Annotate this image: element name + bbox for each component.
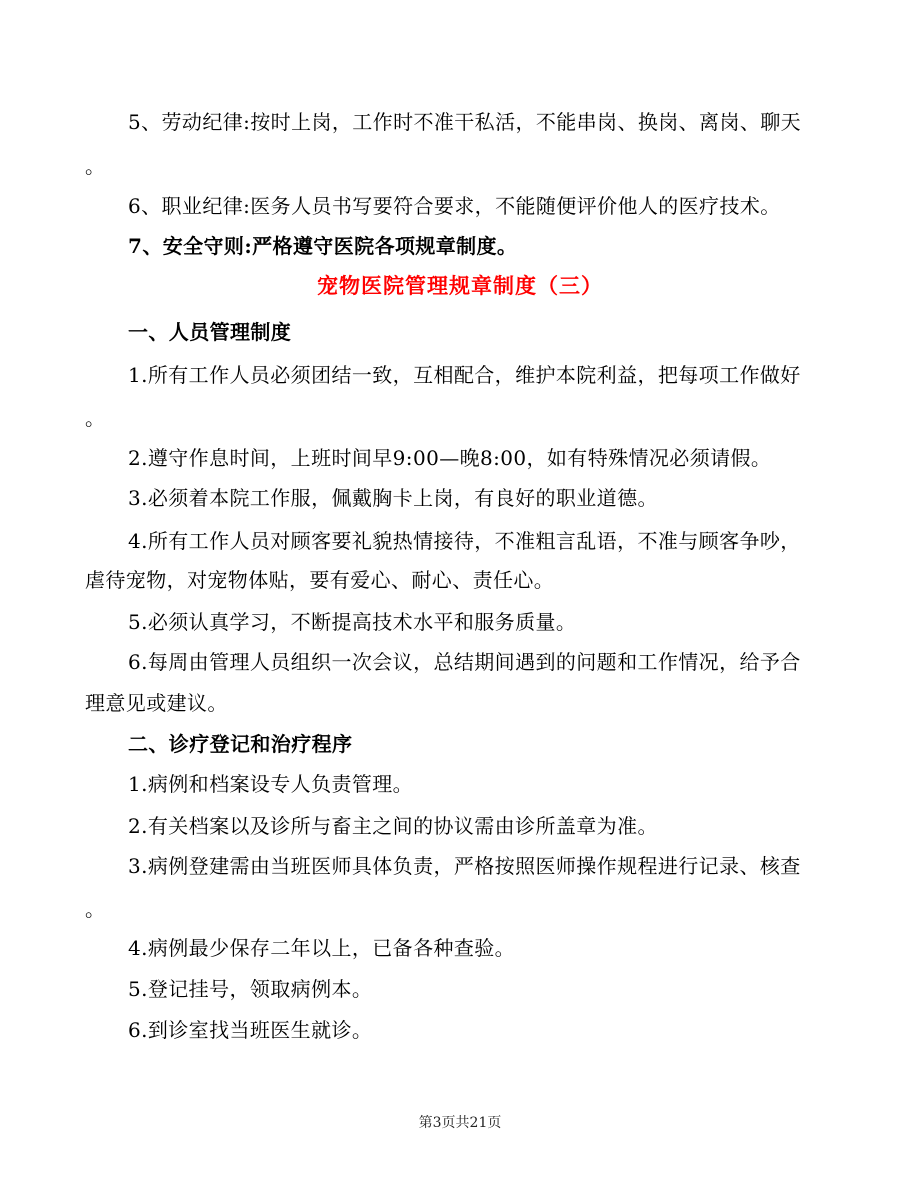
section1-line: 1.所有工作人员必须团结一致，互相配合，维护本院利益，把每项工作做好 [128,363,801,387]
section2-heading: 二、诊疗登记和治疗程序 [128,732,353,756]
section1-line: 4.所有工作人员对顾客要礼貌热情接待，不准粗言乱语，不准与顾客争吵， [128,529,801,553]
section1-line: 2.遵守作息时间，上班时间早9:00—晚8:00，如有特殊情况必须请假。 [128,446,772,470]
section1-line: 6.每周由管理人员组织一次会议，总结期间遇到的问题和工作情况，给予合 [128,650,801,674]
section1-line: 理意见或建议。 [85,691,228,715]
paragraph-professional-discipline: 6、职业纪律:医务人员书写要符合要求，不能随便评价他人的医疗技术。 [128,194,781,218]
section2-line: 4.病例最少保存二年以上，已备各种查验。 [128,936,516,960]
section1-line: 。 [85,406,106,430]
section1-line: 3.必须着本院工作服，佩戴胸卡上岗，有良好的职业道德。 [128,486,658,510]
section2-line: 。 [85,897,106,921]
section2-line: 2.有关档案以及诊所与畜主之间的协议需由诊所盖章为准。 [128,814,658,838]
section2-line: 3.病例登建需由当班医师具体负责，严格按照医师操作规程进行记录、核查 [128,854,801,878]
section-title: 宠物医院管理规章制度（三） [317,273,603,298]
paragraph-safety-rules: 7、安全守则:严格遵守医院各项规章制度。 [128,234,518,258]
paragraph-labor-discipline: 5、劳动纪律:按时上岗，工作时不准干私活，不能串岗、换岗、离岗、聊天 [128,110,802,134]
section1-line: 5.必须认真学习，不断提高技术水平和服务质量。 [128,610,577,634]
paragraph-continuation: 。 [85,154,106,178]
section1-line: 虐待宠物，对宠物体贴，要有爱心、耐心、责任心。 [85,568,555,592]
section2-line: 6.到诊室找当班医生就诊。 [128,1018,373,1042]
page-footer: 第3页共21页 [418,1115,502,1131]
section1-heading: 一、人员管理制度 [128,320,292,344]
section2-line: 5.登记挂号，领取病例本。 [128,977,373,1001]
section2-line: 1.病例和档案设专人负责管理。 [128,772,414,796]
